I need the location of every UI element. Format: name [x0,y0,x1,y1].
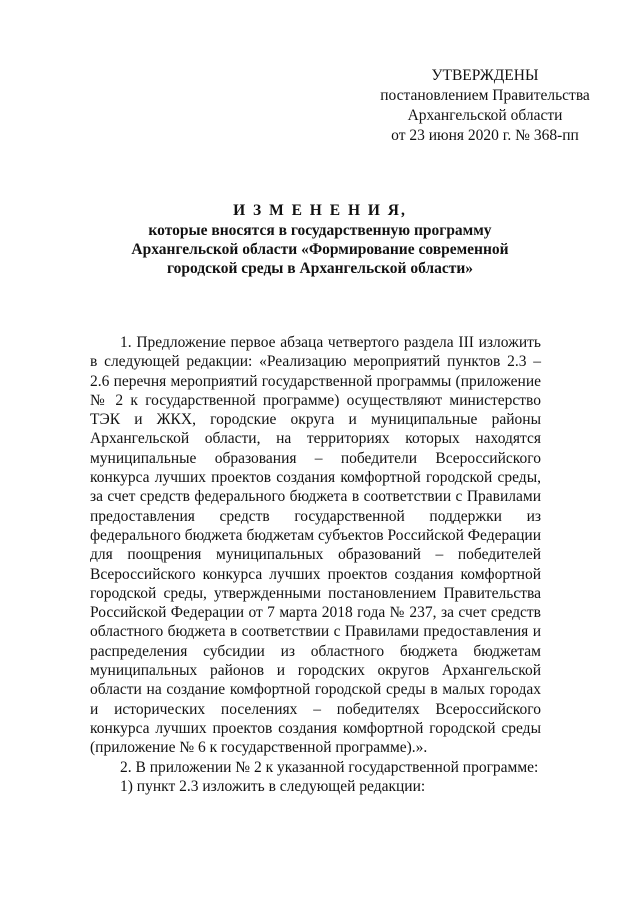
approval-heading: УТВЕРЖДЕНЫ [431,67,539,84]
approval-resolution: постановлением Правительства [380,87,590,104]
title-line-2: Архангельской области «Формирование современной [131,241,509,258]
title-line-3: городской среды в Архангельской области» [166,260,474,277]
title-line-1: которые вносятся в государственную программу [148,222,492,239]
title-main: И З М Е Н Е Н И Я, [233,202,407,219]
approval-date-number: от 23 июня 2020 г. № 368-пп [391,127,579,144]
paragraph-3: 1) пункт 2.3 изложить в следующей редакции: [120,777,426,795]
approval-region: Архангельской области [407,107,563,124]
paragraph-2: 2. В приложении № 2 к указанной государственной программе: [120,758,539,776]
document-title [90,201,550,278]
document-body [90,333,541,796]
approval-stamp [372,66,598,146]
paragraph-1: 1. Предложение первое абзаца четвертого раздела III изложить в следующей редакции: «Реализацию мероприятий пунктов 2.3 – 2.6 перечня мероприятий государственной программы (приложение № 2 к государственной программе) осуществляют министерство ТЭК и ЖКХ, городские округа и муниципальные районы Архангельской области, на территориях которых находятся муниципальные образования – победители Всероссийского конкурса лучших проектов создания комфортной городской среды, за счет средств федерального бюджета в соответствии с Правилами предоставления средств государственной поддержки из федерального бюджета бюджетам субъектов Российской Федерации для поощрения муниципальных образований – победителей Всероссийского конкурса лучших проектов создания комфортной городской среды, утвержденными постановлением Правительства Российской Федерации от 7 марта 2018 года № 237, за счет средств областного бюджета в соответствии с Правилами предоставления и распределения субсидии из областного бюджета бюджетам муниципальных районов и городских округов Архангельской области на создание комфортной городской среды в малых городах и исторических поселениях – победителях Всероссийского конкурса лучших проектов создания комфортной городской среды (приложение № 6 к государственной программе).». [90,334,541,757]
